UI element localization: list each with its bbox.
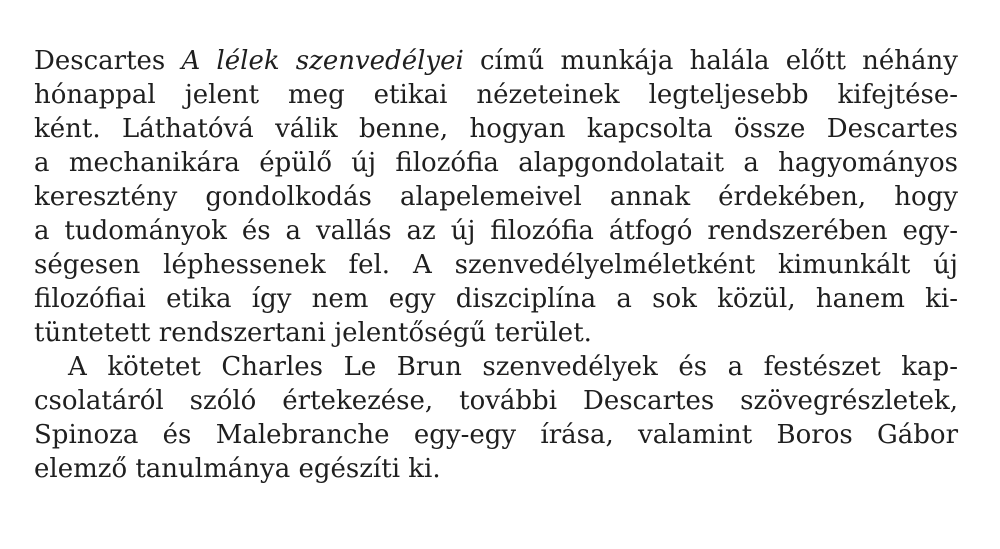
text-line: elemző tanulmánya egészíti ki. (34, 454, 441, 484)
book-title: A lélek szenvedélyei (181, 46, 464, 76)
text-line: filozófiai etika így nem egy diszciplína a sok közül, hanem ki- (34, 284, 958, 314)
paragraph-1 (34, 44, 958, 350)
text-line: A kötetet Charles Le Brun szenvedélyek és a festészet kap- (68, 352, 958, 382)
text-line: tüntetett rendszertani jelentőségű terület. (34, 318, 592, 348)
text-line: keresztény gondolkodás alapelemeivel annak érdekében, hogy (34, 182, 958, 212)
text-run: Descartes (34, 46, 182, 76)
text-line: hónappal jelent meg etikai nézeteinek legteljesebb kifejtése- (34, 80, 958, 110)
text-line: a tudományok és a vallás az új filozófia átfogó rendszerében egy- (34, 216, 958, 246)
document-body (34, 44, 958, 486)
text-line: ként. Láthatóvá válik benne, hogyan kapcsolta össze Descartes (34, 114, 958, 144)
text-line: Spinoza és Malebranche egy-egy írása, valamint Boros Gábor (34, 420, 958, 450)
paragraph-2 (34, 350, 958, 486)
text-line (34, 44, 958, 78)
text-line: a mechanikára épülő új filozófia alapgondolatait a hagyományos (34, 148, 958, 178)
text-run: című munkája halála előtt néhány (463, 46, 958, 76)
text-line: csolatáról szóló értekezése, további Descartes szövegrészletek, (34, 386, 958, 416)
text-line: ségesen léphessenek fel. A szenvedélyelméletként kimunkált új (34, 250, 958, 280)
